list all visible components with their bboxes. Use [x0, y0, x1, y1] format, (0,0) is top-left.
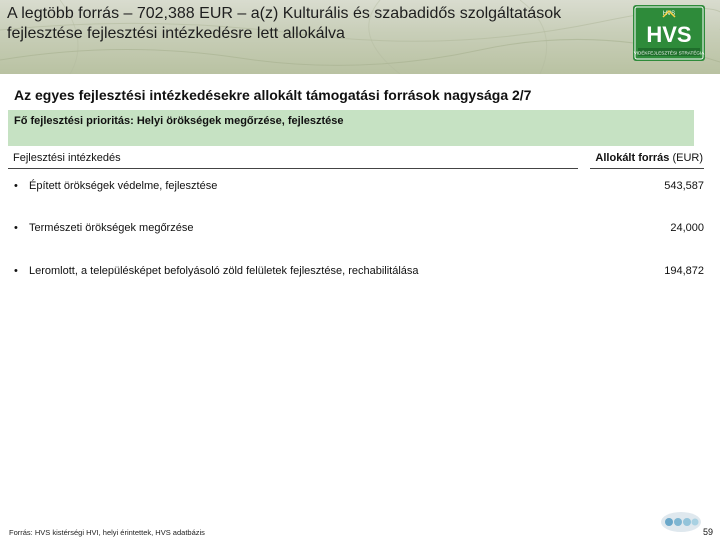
allocation-value: 24,000: [670, 222, 704, 234]
column-header-allocation: [595, 152, 703, 164]
header-divider-left: [8, 168, 578, 169]
logo-bottom-text: VIDÉKFEJLESZTÉSI STRATÉGIA: [633, 50, 705, 56]
measure-label: Épített örökségek védelme, fejlesztése: [29, 180, 218, 192]
table-row: [14, 265, 704, 281]
table-row: [14, 222, 704, 238]
hvs-logo-icon: [633, 5, 705, 61]
bullet-icon: •: [14, 265, 18, 277]
footer-logo-icon: [660, 511, 702, 533]
logo-main-text: HVS: [646, 22, 692, 47]
bullet-icon: •: [14, 180, 18, 192]
priority-text: Fő fejlesztési prioritás: Helyi örökségek megőrzése, fejlesztése: [14, 115, 344, 127]
priority-box: [8, 110, 694, 146]
section-title: Az egyes fejlesztési intézkedésekre allokált támogatási források nagysága 2/7: [14, 87, 532, 103]
bullet-icon: •: [14, 222, 18, 234]
measure-label: Leromlott, a településképet befolyásoló zöld felületek fejlesztése, rechabilitálása: [29, 265, 419, 277]
page-number: 59: [702, 527, 713, 537]
table-row: [14, 180, 704, 196]
page-header: [0, 0, 720, 74]
logo-top-text: HVS: [662, 11, 676, 17]
page-title: A legtöbb forrás – 702,388 EUR – a(z) Kulturális és szabadidős szolgáltatások fejlesztése fejlesztési intézkedésre lett allokálva: [7, 5, 562, 42]
footer-source: Forrás: HVS kistérségi HVI, helyi érintettek, HVS adatbázis: [9, 528, 205, 537]
allocation-value: 194,872: [664, 265, 704, 277]
measure-label: Természeti örökségek megőrzése: [29, 222, 194, 234]
header-divider-right: [590, 168, 704, 169]
allocation-value: 543,587: [664, 180, 704, 192]
column-header-allocation-unit: (EUR): [669, 152, 703, 164]
column-header-measure: Fejlesztési intézkedés: [13, 152, 121, 164]
column-header-allocation-label: Allokált forrás: [595, 152, 670, 164]
